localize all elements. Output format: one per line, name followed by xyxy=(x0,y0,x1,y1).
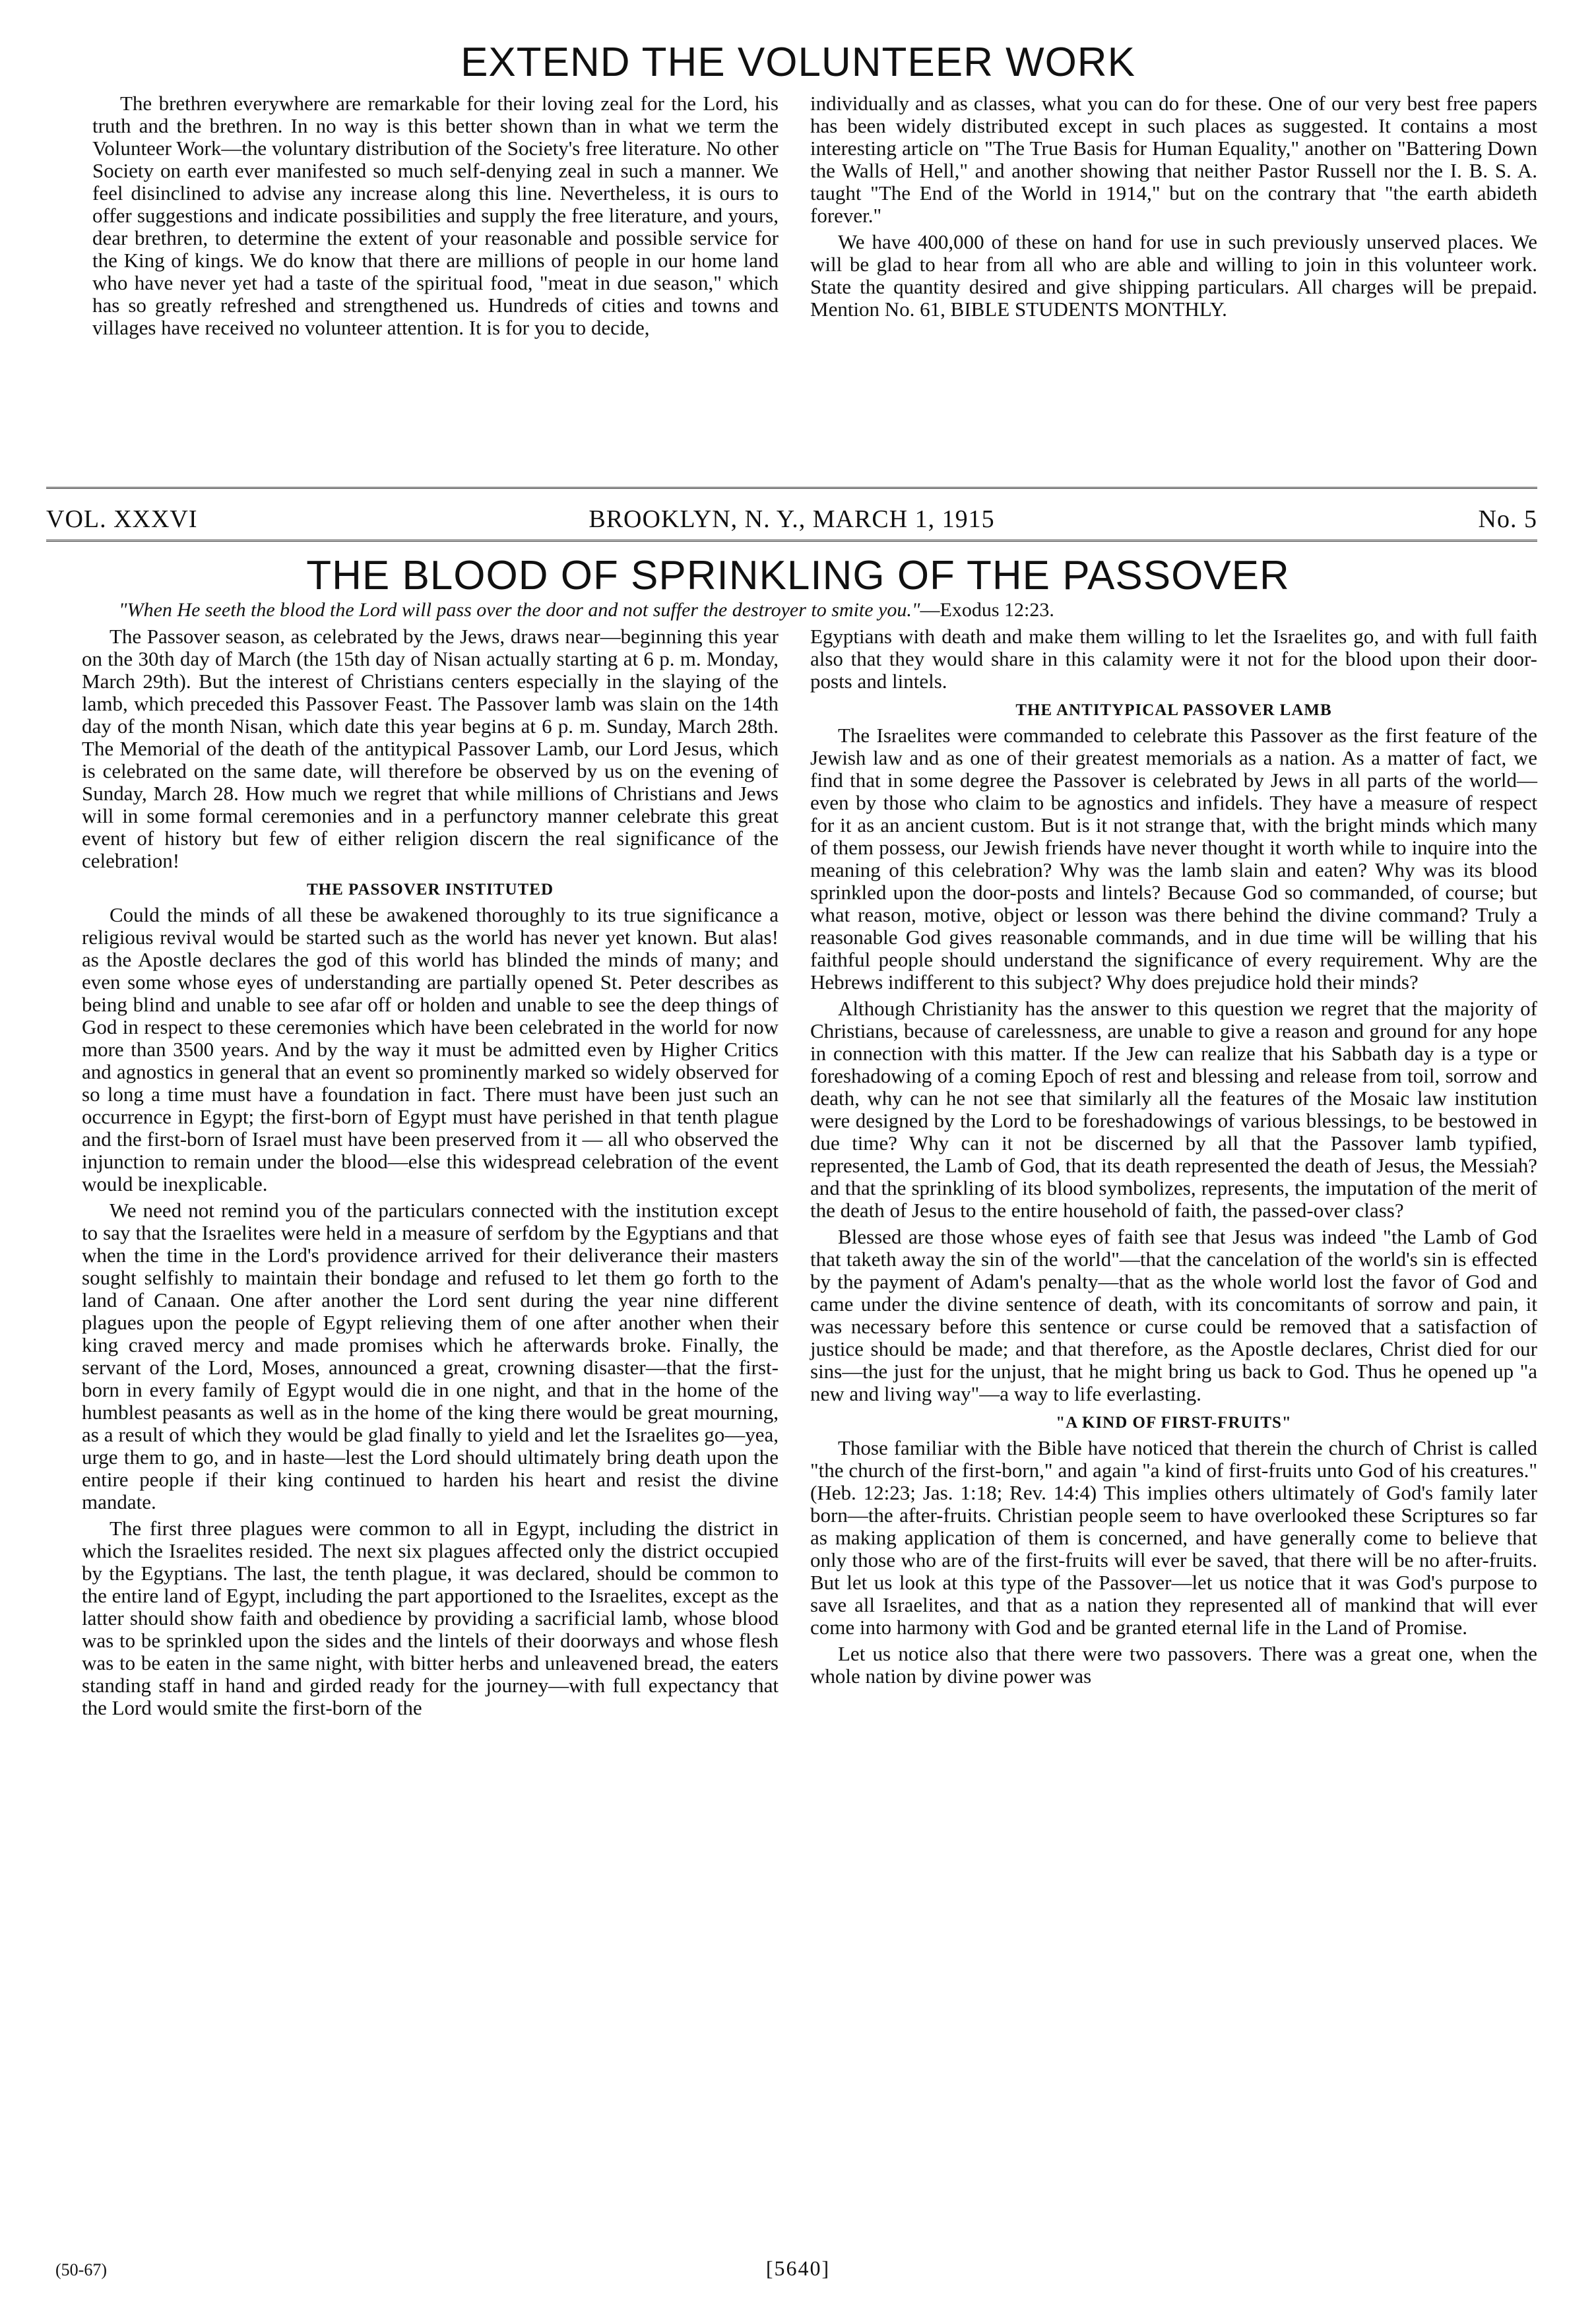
epigraph-quote: "When He seeth the blood the Lord will pass over the door and not suffer the destroyer to smite you." xyxy=(119,599,920,621)
volunteer-work-title: EXTEND THE VOLUNTEER WORK xyxy=(461,40,1135,85)
volunteer-paragraph: The brethren everywhere are remarkable for their loving zeal for the Lord, his truth and the brethren. In no way is this better shown than in what we term the Volunteer Work—the voluntary distribution of the Society's free literature. No other Society on earth ever manifested so much self-denying zeal in such a manner. We feel disinclined to advise any increase along this line. Nevertheless, it is ours to offer suggestions and indicate possibilities and supply the free literature, and yours, dear brethren, to determine the extent of your reasonable and possible service for the King of kings. We do know that there are millions of people in our home land who have never yet had a taste of the spiritual food, "meat in due season," which has so greatly refreshed and strengthened us. Hundreds of cities and towns and villages have received no volunteer attention. It is for you to decide, xyxy=(92,92,779,339)
article-paragraph: Blessed are those whose eyes of faith see that Jesus was indeed "the Lamb of God that taketh away the sin of the world"—that the cancelation of the world's sin is effected by the payment of Adam's penalty—that as the whole world lost the favor of God and came under the divine sentence of death, with its concomitants of sorrow and pain, it was necessary before this sentence or curse could be removed that a satisfaction of justice should be made; and that therefore, as the Apostle declares, Christ died for our sins—the just for the unjust, that he might bring us back to God. Thus he opened up "a new and living way"—a way to life everlasting. xyxy=(810,1225,1537,1405)
epigraph xyxy=(119,599,1537,621)
epigraph-reference: —Exodus 12:23. xyxy=(920,599,1054,621)
masthead-bottom-rule xyxy=(46,540,1537,542)
article-paragraph: The Passover season, as celebrated by the Jews, draws near—beginning this year on the 30th day of March (the 15th day of Nisan actually starting at 6 p. m. Monday, March 29th). But the interest of Christians centers especially in the slaying of the lamb, which preceded this Passover Feast. The Passover lamb was slain on the 14th day of the month Nisan, which date this year begins at 6 p. m. Sunday, March 28th. The Memorial of the death of the antitypical Passover Lamb, our Lord Jesus, which is celebrated on the same date, will therefore be observed by us on the evening of Sunday, March 28. How much we regret that while millions of Christians and Jews will in some formal ceremonies and in a perfunctory manner celebrate this great event of history but few of either religion discern the real significance of the celebration! xyxy=(82,625,779,872)
issue-number: No. 5 xyxy=(1478,505,1537,533)
volunteer-paragraph: We have 400,000 of these on hand for use in such previously unserved places. We will be glad to hear from all who are able and willing to join in this volunteer work. State the quantity desired and give shipping particulars. All charges will be prepaid. Mention No. 61, BIBLE STUDENTS MONTHLY. xyxy=(810,230,1537,321)
article-paragraph: Although Christianity has the answer to this question we regret that the majority of Christians, because of carelessness, are unable to give a reason and ground for any hope in connection with this matter. If the Jew can realize that his Sabbath day is a type or foreshadowing of a coming Epoch of rest and blessing and release from toil, sorrow and death, why can he not see that similarly all the features of the Mosaic law institution were designed by the Lord to be foreshadowings of various blessings, to be bestowed in due time? Why can it not be discerned by all that the Passover lamb typified, represented, the Lamb of God, that its death represented the death of Jesus, the Messiah? and that the sprinkling of its blood symbolizes, represents, the imputation of the merit of the death of Jesus to the entire household of faith, the passed-over class? xyxy=(810,997,1537,1222)
footer-code: (50-67) xyxy=(55,2260,107,2279)
section-heading: THE PASSOVER INSTITUTED xyxy=(306,881,554,899)
article-paragraph: Those familiar with the Bible have noticed that therein the church of Christ is called "the church of the first-born," and again "a kind of first-fruits unto God of his creatures." (Heb. 12:23; Jas. 1:18; Rev. 14:4) This implies others ultimately of God's family later born—the after-fruits. Christian people seem to have overlooked these Scriptures so far as making application of them is concerned, and have generally come to believe that only those who are of the first-fruits will ever be saved, that there will be no after-fruits. But let us look at this type of the Passover—let us notice that it was God's purpose to save all Israelites, and that as a nation they represented all of mankind that will ever come into harmony with God and be granted eternal life in the Land of Promise. xyxy=(810,1436,1537,1639)
article-right-column xyxy=(810,625,1537,1688)
article-paragraph: Egyptians with death and make them willing to let the Israelites go, and with full faith also that they would share in this calamity were it not for the blood upon their door-posts and lintels. xyxy=(810,625,1537,693)
article-paragraph: The Israelites were commanded to celebrate this Passover as the first feature of the Jewish law and as one of their greatest memorials as a nation. As a matter of fact, we find that in some degree the Passover is celebrated by Jews in all parts of the world—even by those who claim to be agnostics and infidels. They have a measure of respect for it as an ancient custom. But is it not strange that, with the bright minds which many of them possess, our Jewish friends have never thought it worth while to inquire into the meaning of this celebration? Why was the lamb slain and eaten? Why was its blood sprinkled upon the door-posts and lintels? Because God so commanded, of course; but what reason, motive, object or lesson was there behind the divine command? Truly a reasonable God gives reasonable commands, and in due time will be willing that his faithful people should understand the significance of every requirement. Why are the Hebrews indifferent to this subject? Why does prejudice hold their minds? xyxy=(810,724,1537,994)
page-number: [5640] xyxy=(765,2256,831,2280)
volume-label: VOL. XXXVI xyxy=(46,505,198,533)
place-date: BROOKLYN, N. Y., MARCH 1, 1915 xyxy=(589,505,995,533)
volunteer-paragraph: individually and as classes, what you can do for these. One of our very best free papers has been widely distributed except in such places as suggested. It contains a most interesting article on "The True Basis for Human Equality," another on "Battering Down the Walls of Hell," and another showing that neither Pastor Russell nor the I. B. S. A. taught "The End of the World in 1914," but on the contrary that "the earth abideth forever." xyxy=(810,92,1537,227)
article-paragraph: We need not remind you of the particulars connected with the institution except to say that the Israelites were held in a measure of serfdom by the Egyptians and that when the time in the Lord's providence arrived for their deliverance their masters sought selfishly to maintain their bondage and refused to let them go forth to the land of Canaan. One after another the Lord sent during the year nine different plagues upon the people of Egypt relieving them of one after another when their king craved mercy and made promises which he afterwards broke. Finally, the servant of the Lord, Moses, announced a great, crowning disaster—that the first-born in every family of Egypt would die in one night, and that in the home of the humblest peasants as well as in the home of the king there would be great mourning, as a result of which they would be glad finally to yield and let the Israelites go—yea, urge them to go, and in haste—lest the Lord should ultimately bring death upon the entire people if their king continued to harden his heart and resist the divine mandate. xyxy=(82,1199,779,1513)
article-left-column xyxy=(82,625,779,1719)
volunteer-left-column xyxy=(92,92,779,339)
article-title: THE BLOOD OF SPRINKLING OF THE PASSOVER xyxy=(306,553,1290,598)
volunteer-right-column xyxy=(810,92,1537,321)
article-paragraph: Let us notice also that there were two passovers. There was a great one, when the whole nation by divine power was xyxy=(810,1642,1537,1688)
section-heading: "A KIND OF FIRST-FRUITS" xyxy=(1056,1414,1292,1432)
article-paragraph: Could the minds of all these be awakened thoroughly to its true significance a religious revival would be started such as the world has never yet known. But alas! as the Apostle declares the god of this world has blinded the minds of many; and even some whose eyes of understanding are partially opened St. Peter describes as being blind and unable to see afar off or holden and unable to see the deep things of God in respect to these ceremonies which have been celebrated in the world for now more than 3500 years. And by the way it must be admitted even by Higher Critics and agnostics in general that an event so prominently marked so widely observed for so long a time must have a foundation in fact. There must have been just such an occurrence in Egypt; the first-born of Egypt must have perished in that tenth plague and the first-born of Israel must have been preserved from it — all who observed the injunction to remain under the blood—else this widespread celebration of the event would be inexplicable. xyxy=(82,903,779,1195)
article-paragraph: The first three plagues were common to all in Egypt, including the district in which the Israelites resided. The next six plagues affected only the district occupied by the Egyptians. The last, the tenth plague, it was declared, should be common to the entire land of Egypt, including the part apportioned to the Israelites, except as the latter should show faith and obedience by providing a sacrificial lamb, whose blood was to be sprinkled upon the sides and the lintels of their doorways and whose flesh was to be eaten in the same night, with bitter herbs and unleavened bread, the eaters standing staff in hand and girded ready for the journey—with full expectancy that the Lord would smite the first-born of the xyxy=(82,1517,779,1719)
masthead-top-rule xyxy=(46,487,1537,489)
masthead xyxy=(46,505,1537,538)
section-heading: THE ANTITYPICAL PASSOVER LAMB xyxy=(1015,701,1332,719)
